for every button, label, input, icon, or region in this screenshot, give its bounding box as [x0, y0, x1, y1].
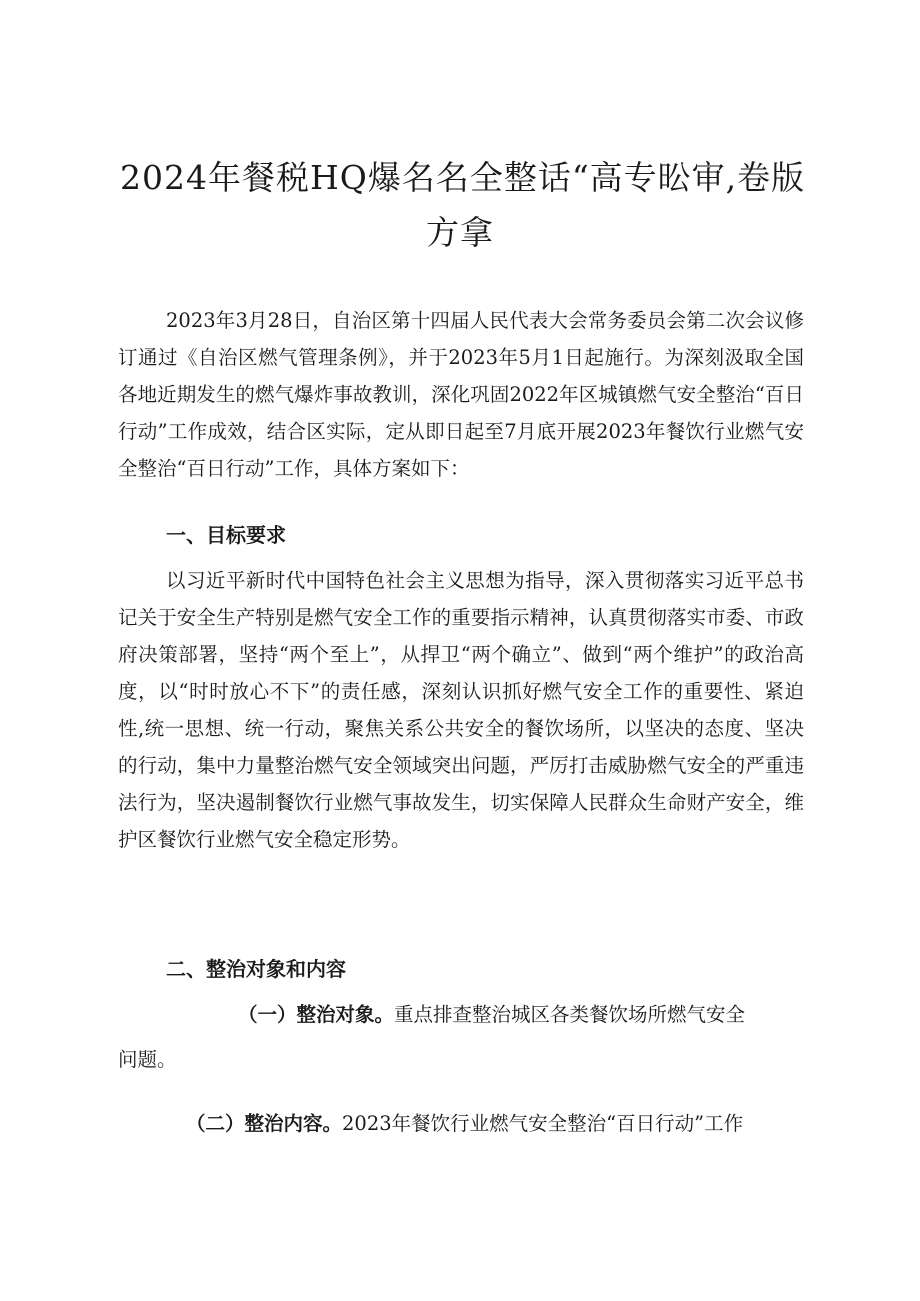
item-1-continuation: 问题。 [118, 1048, 177, 1071]
section-2-heading: 二、整治对象和内容 [166, 957, 346, 981]
section-1-heading: 一、目标要求 [166, 523, 286, 547]
item-2-text: 2023年餐饮行业燃气安全整治“百日行动”工作 [342, 1112, 744, 1135]
item-1-line [238, 996, 745, 1033]
document-title-line-1: 2024年餐税HQ爆名名全整话“高专昖审,卷版 [120, 158, 806, 197]
document-title-line-2: 方拿 [426, 213, 494, 252]
intro-paragraph: 2023年3月28日，自治区第十四届人民代表大会常务委员会第二次会议修订通过《自治区燃气管理条例》，并于2023年5月1日起施行。为深刻汲取全国各地近期发生的燃气爆炸事故教训，深化巩固2022年区城镇燃气安全整治“百日行动”工作成效，结合区实际，定从即日起至7月底开展2023年餐饮行业燃气安全整治“百日行动”工作，具体方案如下： [118, 309, 804, 480]
item-1-label: （一）整治对象。 [238, 1003, 395, 1026]
item-2-line [186, 1105, 743, 1142]
section-1-body: 以习近平新时代中国特色社会主义思想为指导，深入贯彻落实习近平总书记关于安全生产特别是燃气安全工作的重要指示精神，认真贯彻落实市委、市政府决策部署，坚持“两个至上”，从捍卫“两个确立”、做到“两个维护”的政治高度，以“时时放心不下”的责任感，深刻认识抓好燃气安全工作的重要性、紧迫性,统一思想、统一行动，聚焦关系公共安全的餐饮场所，以坚决的态度、坚决的行动，集中力量整治燃气安全领域突出问题，严厉打击威胁燃气安全的严重违法行为，坚决遏制餐饮行业燃气事故发生，切实保障人民群众生命财产安全，维护区餐饮行业燃气安全稳定形势。 [118, 569, 804, 851]
item-1-text: 重点排查整治城区各类餐饮场所燃气安全 [394, 1003, 746, 1026]
item-2-label: （二）整治内容。 [186, 1112, 343, 1135]
